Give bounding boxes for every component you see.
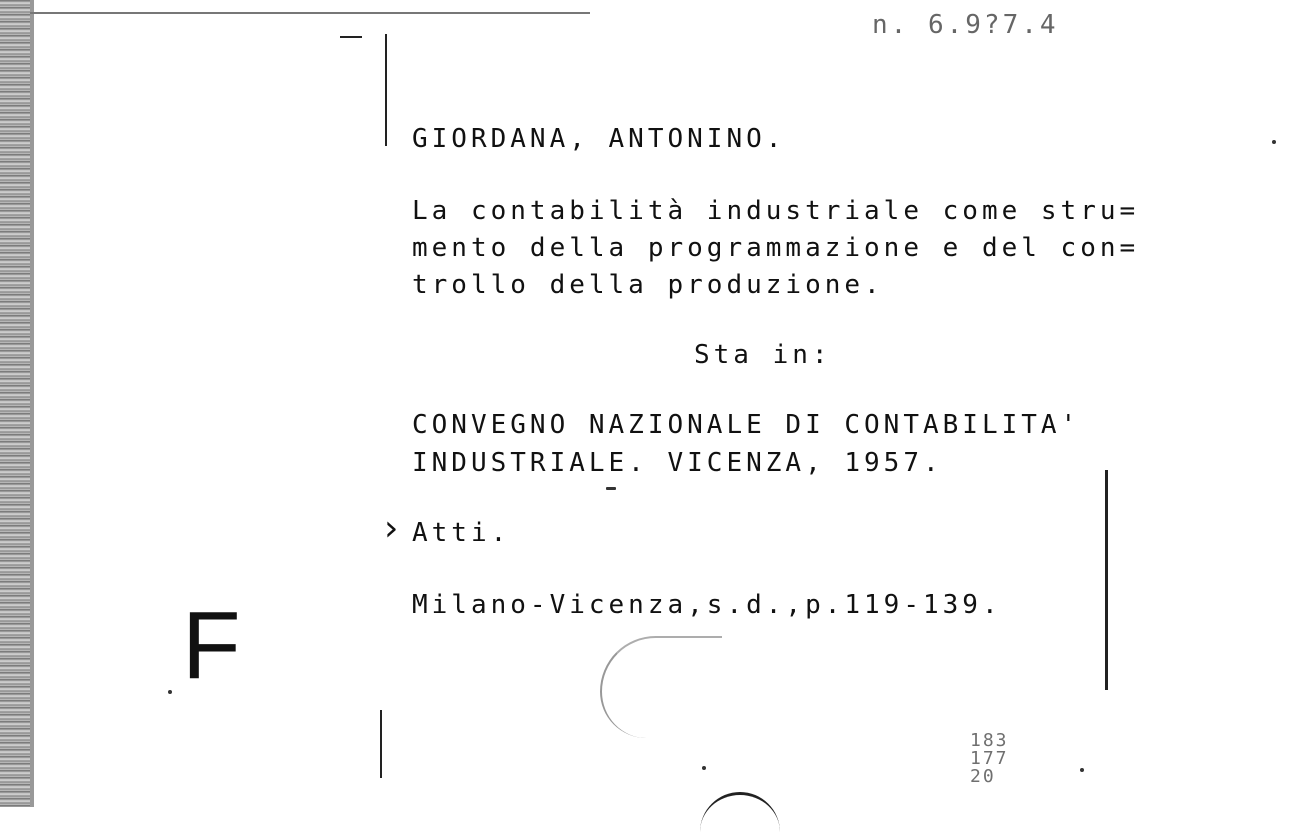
speck [606,487,616,490]
part-label: Atti. [412,518,511,548]
smudge-arc [600,636,722,738]
source-line-1: CONVEGNO NAZIONALE DI CONTABILITA' [412,410,1081,440]
stamp-mark: 183 177 20 [970,730,1009,787]
author-heading: GIORDANA, ANTONINO. [412,124,786,154]
marginal-letter: F [182,592,241,699]
speck [1272,140,1276,144]
short-dash [340,36,362,38]
left-margin-line-bottom [380,710,382,778]
imprint: Milano-Vicenza,s.d.,p.119-139. [412,590,1002,620]
in-label: Sta in: [694,340,832,370]
source-line-2: INDUSTRIALE. VICENZA, 1957. [412,448,943,478]
speck [1080,768,1084,772]
title-line-2: mento della programmazione e del con= [412,233,1140,263]
speck [168,690,172,694]
right-margin-line [1105,470,1108,690]
title-line-1: La contabilità industriale come stru= [412,196,1140,226]
scanned-left-edge [0,0,30,807]
bottom-arc [700,792,780,835]
call-number: n. 6.9?7.4 [872,10,1059,40]
title-line-3: trollo della produzione. [412,270,884,300]
top-rule [30,12,590,14]
left-margin-line-top [385,34,387,146]
speck [702,766,706,770]
hand-arrow-icon: › [380,508,402,549]
